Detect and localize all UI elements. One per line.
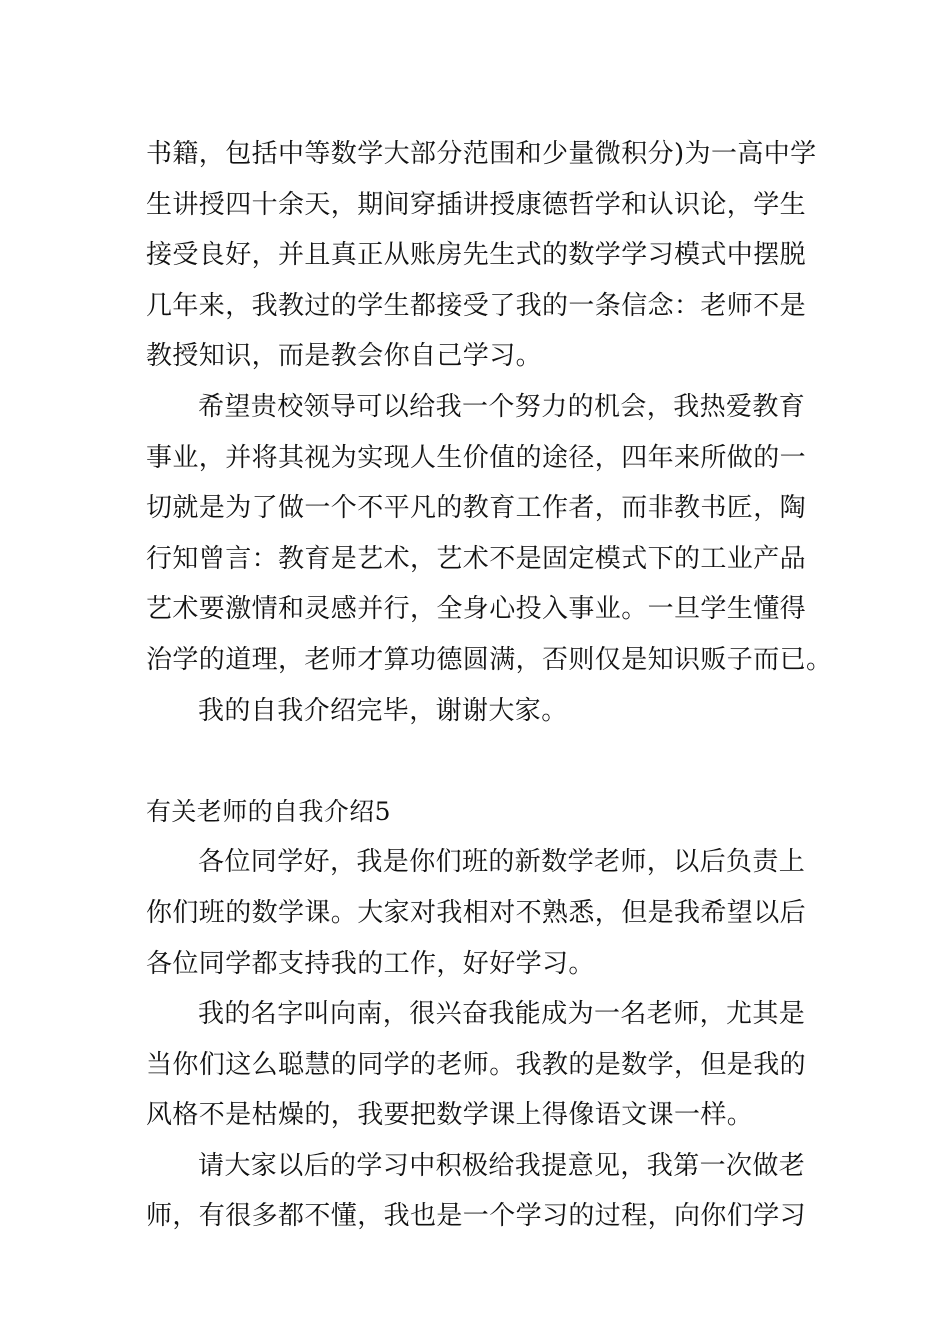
paragraph-line: 几年来，我教过的学生都接受了我的一条信念：老师不是 [146,290,807,321]
paragraph-line: 请大家以后的学习中积极给我提意见，我第一次做老 [198,1150,806,1181]
paragraph-line: 生讲授四十余天，期间穿插讲授康德哲学和认识论，学生 [146,189,807,220]
paragraph-line: 风格不是枯燥的，我要把数学课上得像语文课一样。 [146,1100,754,1131]
paragraph-line: 教授知识，而是教会你自己学习。 [146,341,543,372]
paragraph-line: 我的名字叫向南，很兴奋我能成为一名老师，尤其是 [198,999,806,1030]
section-spacer [146,736,808,787]
paragraph [146,129,817,382]
paragraph-line: 切就是为了做一个不平凡的教育工作者，而非教书匠，陶 [146,493,807,524]
section-heading [146,787,808,838]
document-body [146,129,833,1242]
paragraph [146,382,833,686]
paragraph [146,989,808,1141]
paragraph-line: 你们班的数学课。大家对我相对不熟悉，但是我希望以后 [146,897,807,928]
paragraph [146,1141,808,1242]
heading-text: 有关老师的自我介绍5 [146,796,391,826]
paragraph [146,686,808,737]
paragraph-line: 各位同学好，我是你们班的新数学老师，以后负责上 [198,847,806,878]
paragraph-line: 师，有很多都不懂，我也是一个学习的过程，向你们学习 [146,1201,807,1232]
paragraph-line: 行知曾言：教育是艺术，艺术不是固定模式下的工业产品 [146,543,807,574]
paragraph-line: 希望贵校领导可以给我一个努力的机会，我热爱教育 [198,391,806,422]
paragraph [146,837,808,989]
paragraph-line: 当你们这么聪慧的同学的老师。我教的是数学，但是我的 [146,1049,807,1080]
paragraph-line: 各位同学都支持我的工作，好好学习。 [146,948,595,979]
paragraph-line: 书籍，包括中等数学大部分范围和少量微积分)为一高中学 [146,139,817,169]
paragraph-line: 事业，并将其视为实现人生价值的途径，四年来所做的一 [146,442,807,473]
paragraph-line: 治学的道理，老师才算功德圆满，否则仅是知识贩子而已。 [146,644,833,675]
paragraph-line: 我的自我介绍完毕，谢谢大家。 [198,695,568,726]
paragraph-line: 艺术要激情和灵感并行，全身心投入事业。一旦学生懂得 [146,594,807,625]
paragraph-line: 接受良好，并且真正从账房先生式的数学学习模式中摆脱 [146,240,807,271]
